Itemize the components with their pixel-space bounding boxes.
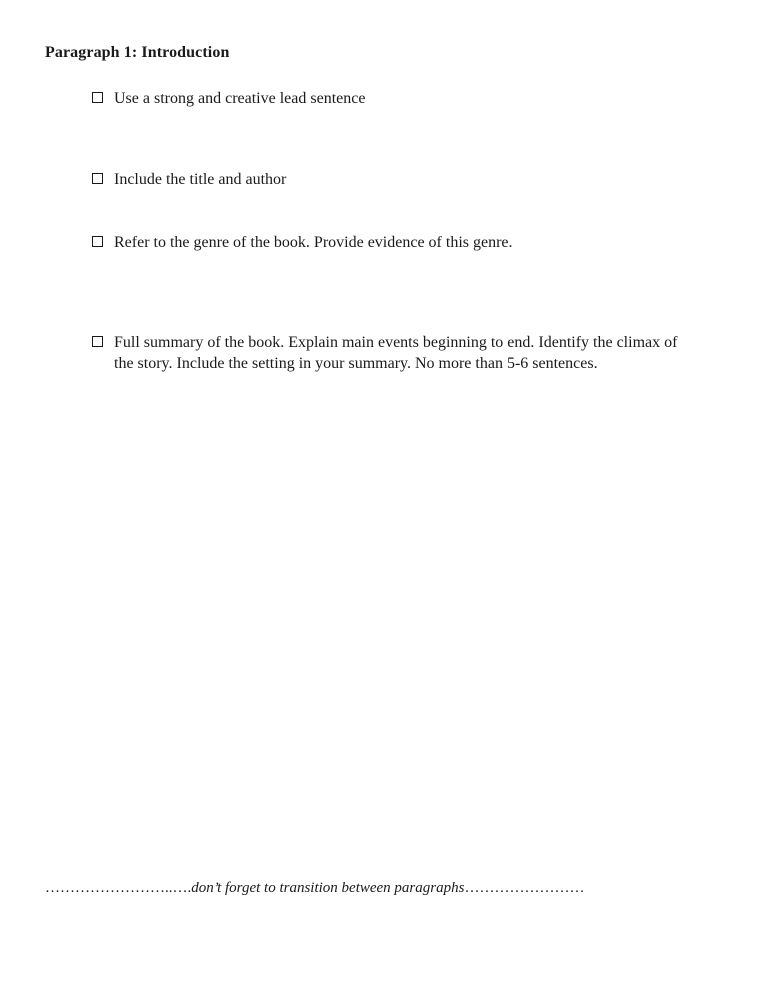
checklist-item-text: Full summary of the book. Explain main events beginning to end. Identify the climax of the story. Include the setting in your summary. No more than 5-6 sentences. xyxy=(114,334,678,372)
checklist-item-text: Include the title and author xyxy=(114,171,287,188)
transition-note: don’t forget to transition between paragraphs xyxy=(191,880,465,896)
checkbox-icon[interactable] xyxy=(92,336,103,347)
checklist-item xyxy=(92,232,692,253)
checklist-item xyxy=(92,88,692,109)
checkbox-icon[interactable] xyxy=(92,92,103,103)
checklist-item-text: Use a strong and creative lead sentence xyxy=(114,90,366,107)
checklist-item-text: Refer to the genre of the book. Provide evidence of this genre. xyxy=(114,234,513,251)
trailing-dots: …………………… xyxy=(464,880,585,896)
leading-dots: ……………………..…. xyxy=(45,880,192,896)
checklist-item xyxy=(92,332,692,374)
transition-reminder xyxy=(45,880,584,897)
section-heading: Paragraph 1: Introduction xyxy=(45,44,230,61)
checklist-item xyxy=(92,169,692,190)
checkbox-icon[interactable] xyxy=(92,173,103,184)
checkbox-icon[interactable] xyxy=(92,236,103,247)
